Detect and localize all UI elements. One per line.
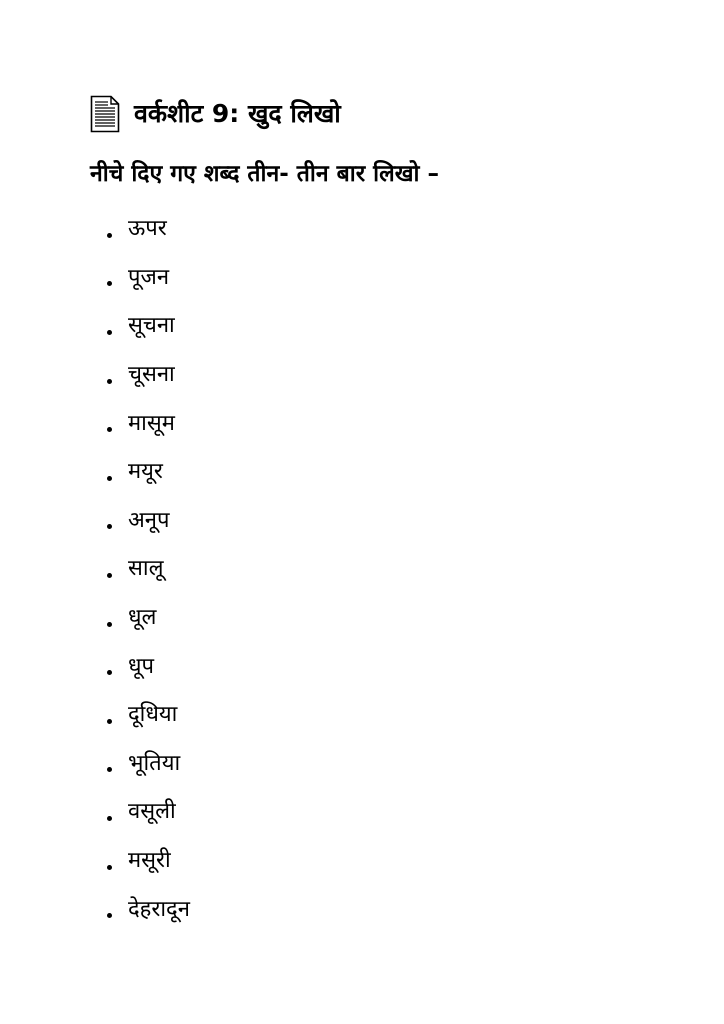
- word-text: सालू: [128, 556, 164, 582]
- word-text: वसूली: [128, 799, 176, 825]
- bullet-icon: [107, 719, 112, 724]
- bullet-icon: [107, 476, 112, 481]
- word-text: अनूप: [128, 507, 170, 533]
- list-item: [107, 545, 190, 594]
- list-item: [107, 740, 190, 789]
- bullet-icon: [107, 330, 112, 335]
- bullet-icon: [107, 622, 112, 627]
- word-text: देहरादून: [128, 896, 190, 922]
- bullet-icon: [107, 913, 112, 918]
- list-item: [107, 351, 190, 400]
- list-item: [107, 837, 190, 886]
- list-item: [107, 497, 190, 546]
- bullet-icon: [107, 427, 112, 432]
- list-item: [107, 642, 190, 691]
- list-item: [107, 205, 190, 254]
- list-item: [107, 254, 190, 303]
- word-text: भूतिया: [128, 750, 181, 776]
- bullet-icon: [107, 233, 112, 238]
- bullet-icon: [107, 865, 112, 870]
- word-list: [107, 205, 190, 934]
- word-text: मासूम: [128, 410, 175, 436]
- word-text: चूसना: [128, 362, 175, 388]
- word-text: धूल: [128, 605, 157, 631]
- word-text: दूधिया: [128, 702, 178, 728]
- worksheet-header: [90, 94, 341, 134]
- list-item: [107, 594, 190, 643]
- list-item: [107, 448, 190, 497]
- list-item: [107, 885, 190, 934]
- bullet-icon: [107, 767, 112, 772]
- document-icon: [90, 95, 120, 133]
- word-text: सूचना: [128, 313, 175, 339]
- word-text: मसूरी: [128, 848, 171, 874]
- word-text: पूजन: [128, 264, 170, 290]
- bullet-icon: [107, 816, 112, 821]
- list-item: [107, 788, 190, 837]
- list-item: [107, 399, 190, 448]
- bullet-icon: [107, 670, 112, 675]
- bullet-icon: [107, 281, 112, 286]
- instruction-text: नीचे दिए गए शब्द तीन- तीन बार लिखो –: [90, 161, 439, 187]
- word-text: मयूर: [128, 459, 163, 485]
- bullet-icon: [107, 524, 112, 529]
- list-item: [107, 691, 190, 740]
- word-text: धूप: [128, 653, 155, 679]
- word-text: ऊपर: [128, 216, 167, 242]
- bullet-icon: [107, 573, 112, 578]
- worksheet-title: वर्कशीट 9: खुद लिखो: [134, 99, 341, 128]
- list-item: [107, 302, 190, 351]
- bullet-icon: [107, 379, 112, 384]
